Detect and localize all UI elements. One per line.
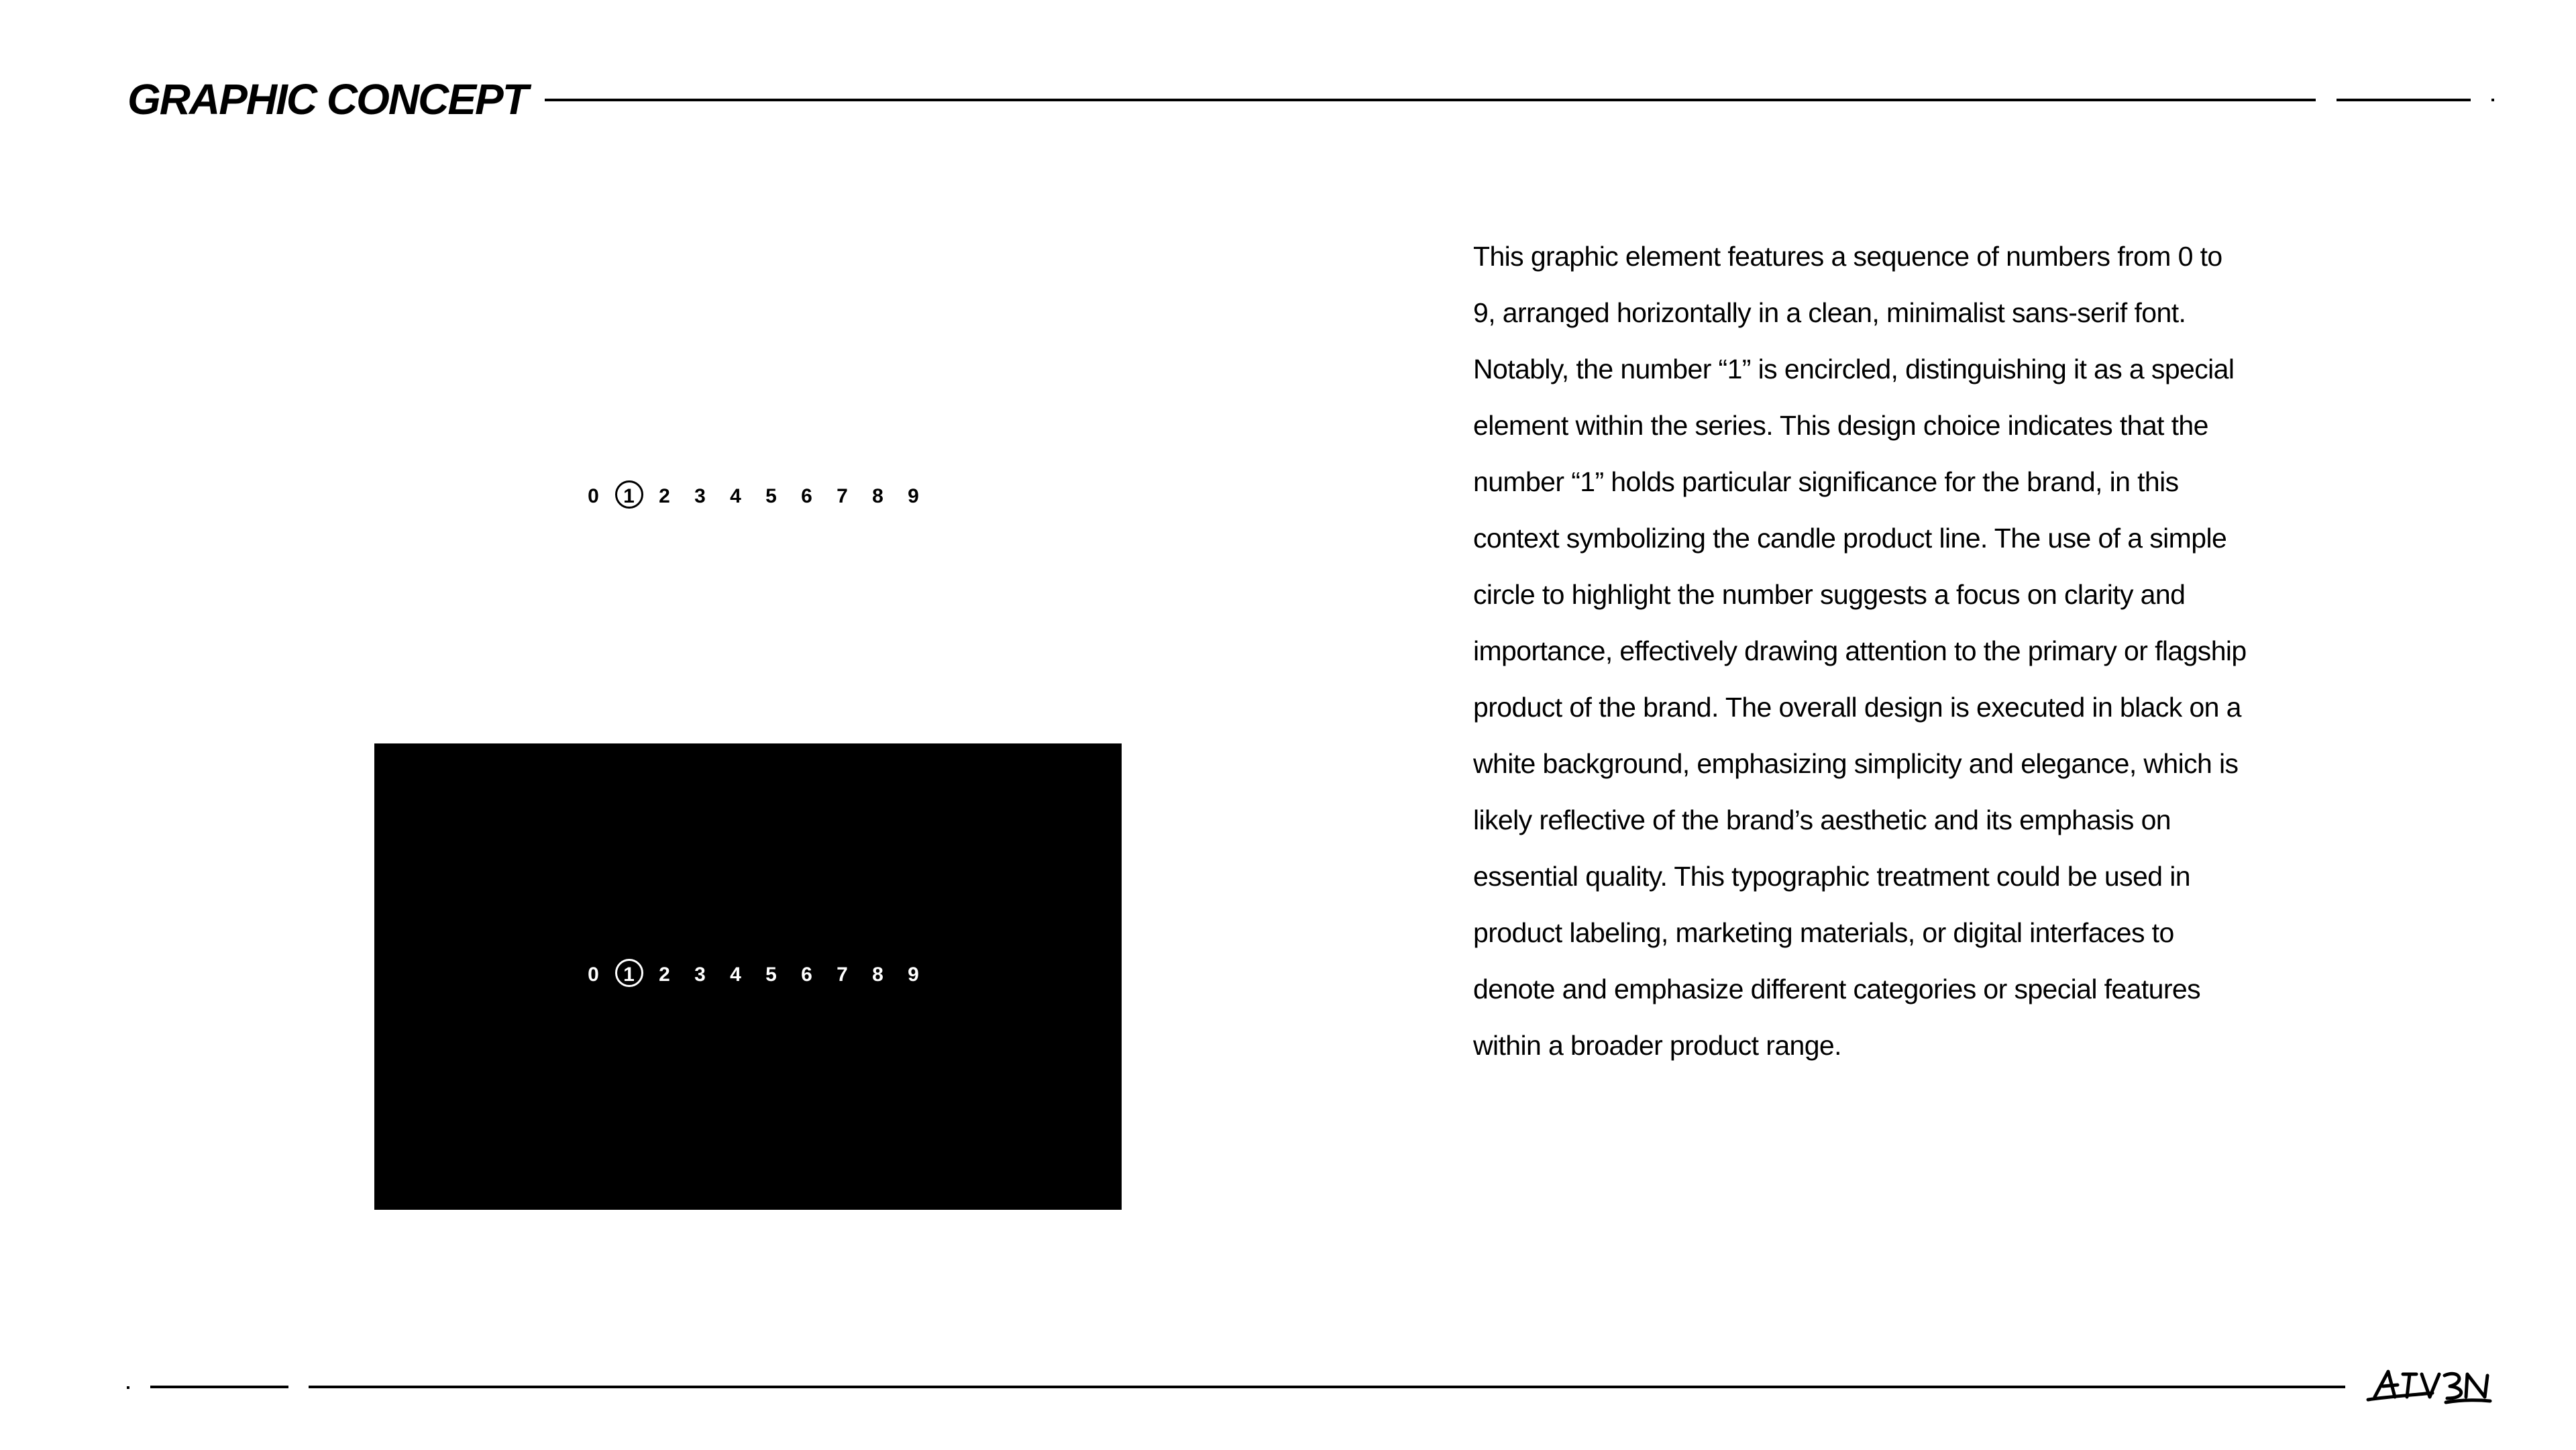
black-number-1-circled: 1 <box>611 958 647 992</box>
black-number-8: 8 <box>872 964 883 986</box>
number-sequence-on-black <box>576 958 931 992</box>
black-number-2: 2 <box>659 964 670 986</box>
white-number-3: 3 <box>694 485 706 507</box>
header-rule-long <box>545 99 2316 101</box>
black-number-0: 0 <box>588 964 599 986</box>
signature-logo-icon <box>2365 1366 2493 1406</box>
white-number-7: 7 <box>837 485 848 507</box>
number-sequence-on-white <box>576 480 931 513</box>
white-number-0: 0 <box>588 485 599 507</box>
footer-dot <box>127 1386 129 1389</box>
white-number-6: 6 <box>801 485 812 507</box>
white-number-8: 8 <box>872 485 883 507</box>
black-number-9: 9 <box>908 964 919 986</box>
black-number-5: 5 <box>765 964 777 986</box>
white-number-5: 5 <box>765 485 777 507</box>
footer-rule-long <box>309 1386 2345 1388</box>
white-number-2: 2 <box>659 485 670 507</box>
black-number-4: 4 <box>730 964 741 986</box>
header-rule-short <box>2337 99 2471 101</box>
description-paragraph: This graphic element features a sequence of numbers from 0 to 9, arranged horizontally in a clean, minimalist sans-serif font. Notably, the number “1” is encircled, distinguishing it as a special element within the series. This design choice indicates that the number “1” holds particular significance for the brand, in this context symbolizing the candle product line. The use of a simple circle to highlight the number suggests a focus on clarity and importance, effectively drawing attention to the primary or flagship product of the brand. The overall design is executed in black on a white background, emphasizing simplicity and elegance, which is likely reflective of the brand’s aesthetic and its emphasis on essential quality. This typographic treatment could be used in product labeling, marketing materials, or digital interfaces to denote and emphasize different categories or special features within a broader product range. <box>1473 241 2247 1061</box>
white-number-4: 4 <box>730 485 741 507</box>
header-dot <box>2491 99 2494 101</box>
black-number-7: 7 <box>837 964 848 986</box>
black-number-6: 6 <box>801 964 812 986</box>
white-number-1-circled: 1 <box>611 480 647 513</box>
white-number-9: 9 <box>908 485 919 507</box>
page-title: GRAPHIC CONCEPT <box>127 75 527 123</box>
black-number-3: 3 <box>694 964 706 986</box>
footer-rule-short <box>150 1386 288 1388</box>
